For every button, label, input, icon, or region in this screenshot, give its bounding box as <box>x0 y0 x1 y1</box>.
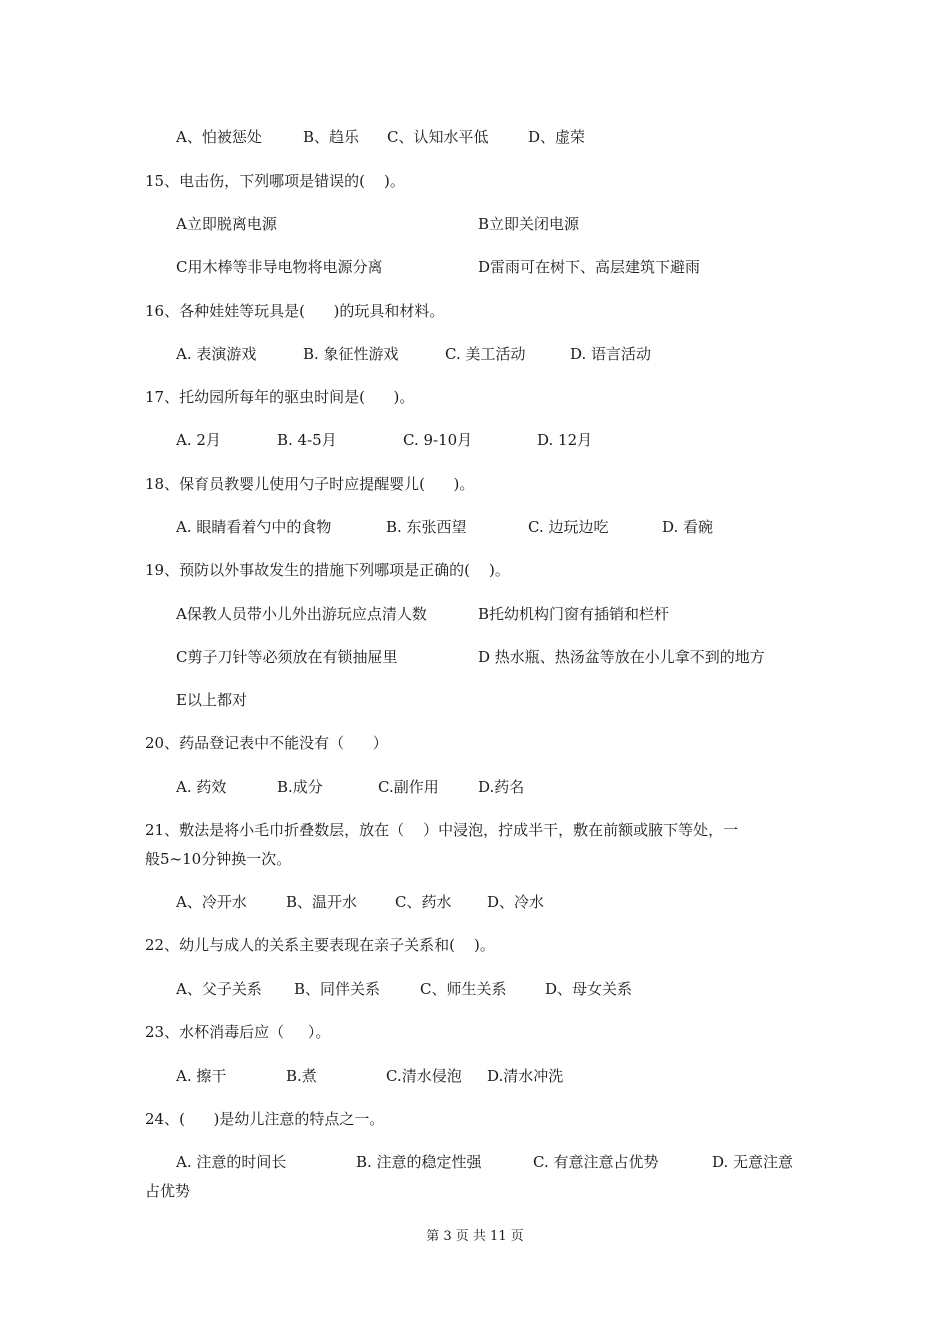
q21-option-c: C、药水 <box>395 893 452 911</box>
q21-option-b: B、温开水 <box>286 893 358 911</box>
q15-option-b: B立即关闭电源 <box>478 215 580 233</box>
q24-option-a: A. 注意的时间长 <box>176 1153 287 1171</box>
q21-option-d: D、冷水 <box>487 893 545 911</box>
q19-stem: 19、预防以外事故发生的措施下列哪项是正确的( )。 <box>145 561 510 579</box>
q20-option-a: A. 药效 <box>176 778 227 796</box>
q18-stem: 18、保育员教婴儿使用勺子时应提醒婴儿( )。 <box>145 475 475 493</box>
q18-option-d: D. 看碗 <box>662 518 714 536</box>
q14-option-c: C、认知水平低 <box>387 128 489 146</box>
q22-stem: 22、幼儿与成人的关系主要表现在亲子关系和( )。 <box>145 936 495 954</box>
q16-option-a: A. 表演游戏 <box>176 345 257 363</box>
q18-option-a: A. 眼睛看着勺中的食物 <box>176 518 332 536</box>
q14-option-d: D、虚荣 <box>528 128 586 146</box>
q18-option-b: B. 东张西望 <box>386 518 467 536</box>
q17-option-b: B. 4-5月 <box>277 431 337 449</box>
q16-stem: 16、各种娃娃等玩具是( )的玩具和材料。 <box>145 302 445 320</box>
q14-option-b: B、趋乐 <box>303 128 360 146</box>
q23-stem: 23、水杯消毒后应（ ）。 <box>145 1023 331 1041</box>
page-footer: 第 3 页 共 11 页 <box>426 1229 524 1244</box>
q16-option-b: B. 象征性游戏 <box>303 345 399 363</box>
q20-option-c: C.副作用 <box>378 778 439 796</box>
q20-option-d: D.药名 <box>478 778 525 796</box>
q24-option-c: C. 有意注意占优势 <box>533 1153 659 1171</box>
q19-option-c: C剪子刀针等必须放在有锁抽屉里 <box>176 648 398 666</box>
q23-option-d: D.清水冲洗 <box>487 1067 564 1085</box>
q17-option-c: C. 9-10月 <box>403 431 473 449</box>
q20-stem: 20、药品登记表中不能没有（ ） <box>145 734 388 752</box>
q22-option-c: C、师生关系 <box>420 980 507 998</box>
q21-stem-line2: 般5~10分钟换一次。 <box>145 850 292 868</box>
q17-option-a: A. 2月 <box>176 431 221 449</box>
q16-option-d: D. 语言活动 <box>570 345 652 363</box>
q24-stem: 24、( )是幼儿注意的特点之一。 <box>145 1110 385 1128</box>
q23-option-c: C.清水侵泡 <box>386 1067 462 1085</box>
q23-option-b: B.煮 <box>286 1067 317 1085</box>
q17-stem: 17、托幼园所每年的驱虫时间是( )。 <box>145 388 415 406</box>
q19-option-b: B托幼机构门窗有插销和栏杆 <box>478 605 670 623</box>
q15-option-d: D雷雨可在树下、高层建筑下避雨 <box>478 258 701 276</box>
q15-option-a: A立即脱离电源 <box>176 215 277 233</box>
q22-option-b: B、同伴关系 <box>294 980 381 998</box>
q23-option-a: A. 擦干 <box>176 1067 227 1085</box>
q24-option-d: D. 无意注意 <box>712 1153 794 1171</box>
q24-option-b: B. 注意的稳定性强 <box>356 1153 482 1171</box>
q19-option-a: A保教人员带小儿外出游玩应点清人数 <box>176 605 427 623</box>
q15-option-c: C用木棒等非导电物将电源分离 <box>176 258 383 276</box>
q19-option-e: E以上都对 <box>176 691 247 709</box>
q20-option-b: B.成分 <box>277 778 323 796</box>
q18-option-c: C. 边玩边吃 <box>528 518 609 536</box>
q21-stem-line1: 21、敷法是将小毛巾折叠数层，放在（ ）中浸泡，拧成半干，敷在前额或腋下等处，一 <box>145 821 739 839</box>
q19-option-d: D 热水瓶、热汤盆等放在小儿拿不到的地方 <box>478 648 765 666</box>
q17-option-d: D. 12月 <box>537 431 593 449</box>
q15-stem: 15、电击伤，下列哪项是错误的( )。 <box>145 172 405 190</box>
q22-option-d: D、母女关系 <box>545 980 633 998</box>
q21-option-a: A、冷开水 <box>176 893 247 911</box>
q22-option-a: A、父子关系 <box>176 980 262 998</box>
q24-option-d-continued: 占优势 <box>145 1182 191 1200</box>
q16-option-c: C. 美工活动 <box>445 345 526 363</box>
q14-option-a: A、怕被惩处 <box>176 128 262 146</box>
